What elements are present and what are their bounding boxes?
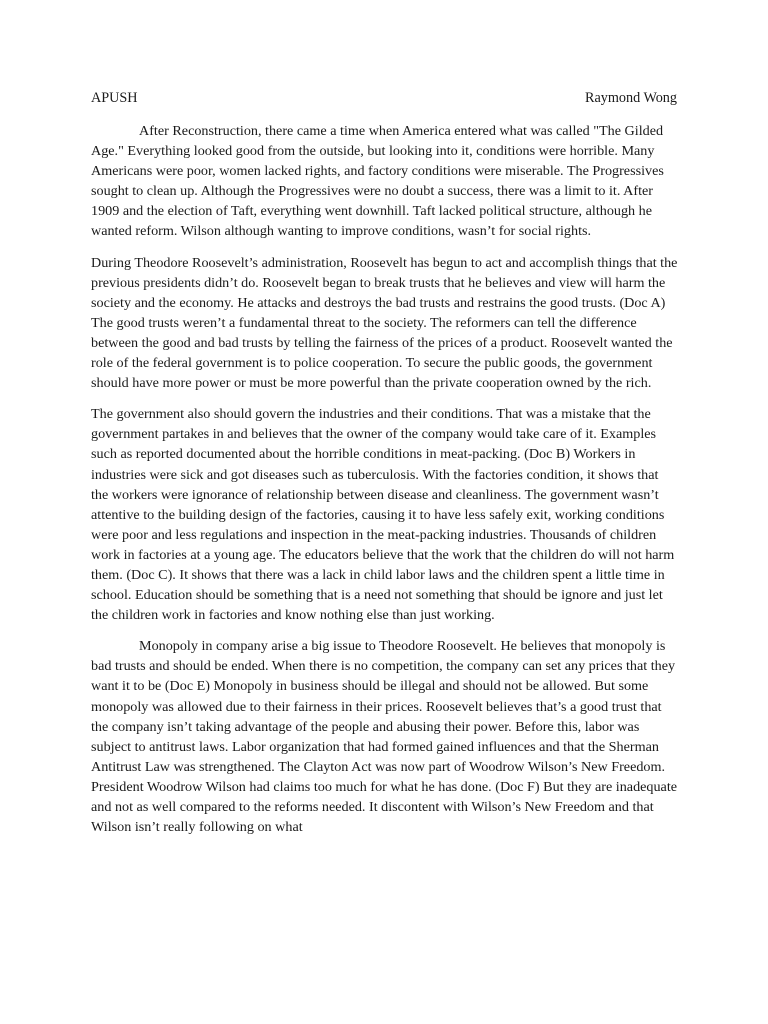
paragraph-industry-conditions: The government also should govern the industries and their conditions. That was a mistake that the government partakes in and believes that the owner of the company would take care of it. Examples such as reported documented about the horrible conditions in meat-packing. (Doc B) Workers in industries were sick and got diseases such as tuberculosis. With the factories condition, it shows that the workers were ignorance of relationship between disease and cleanliness. The government wasn’t attentive to the building design of the factories, causing it to have less safely exit, working conditions were poor and less regulations and inspection in the meat-packing industries. Thousands of children work in factories at a young age. The educators believe that the work that the children do will not harm them. (Doc C). It shows that there was a lack in child labor laws and the children spent a little time in school. Education should be something that is a need not something that should be ignore and just let the children work in factories and know nothing else than just working. — [91, 406, 675, 624]
course-label: APUSH — [91, 90, 138, 106]
author-name: Raymond Wong — [585, 90, 677, 106]
paragraph-intro: After Reconstruction, there came a time when America entered what was called "The Gilded Age." Everything looked good from the outside, but looking into it, conditions were horrible. Many Americans were poor, women lacked rights, and factory conditions were miserable. The Progressives sought to clean up. Although the Progressives were no doubt a success, there was a limit to it. After 1909 and the election of Taft, everything went downhill. Taft lacked political structure, although he wanted reform. Wilson although wanting to improve conditions, wasn’t for social rights. — [91, 123, 664, 240]
page-header — [91, 90, 677, 110]
paragraph-monopoly: Monopoly in company arise a big issue to Theodore Roosevelt. He believes that monopoly is bad trusts and should be ended. When there is no competition, the company can set any prices that they want it to be (Doc E) Monopoly in business should be illegal and should not be allowed. But some monopoly was allowed due to their fairness in their prices. Roosevelt believes that’s a good trust that the company isn’t taking advantage of the people and abusing their power. Before this, labor was subject to antitrust laws. Labor organization that had formed gained influences and that the Sherman Antitrust Law was strengthened. The Clayton Act was now part of Woodrow Wilson’s New Freedom. President Woodrow Wilson had claims too much for what he has done. (Doc F) But they are inadequate and not as well compared to the reforms needed. It discontent with Wilson’s New Freedom and that Wilson isn’t really following on what — [91, 638, 678, 836]
essay-body — [91, 121, 679, 837]
paragraph-roosevelt-trusts: During Theodore Roosevelt’s administration, Roosevelt has begun to act and accomplish things that the previous presidents didn’t do. Roosevelt began to break trusts that he believes and view will harm the society and the economy. He attacks and destroys the bad trusts and restrains the good trusts. (Doc A) The good trusts weren’t a fundamental threat to the society. The reformers can tell the difference between the good and bad trusts by telling the fairness of the prices of a product. Roosevelt wanted the role of the federal government is to police cooperation. To secure the public goods, the government should have more power or must be more powerful than the private cooperation owned by the rich. — [91, 254, 678, 392]
